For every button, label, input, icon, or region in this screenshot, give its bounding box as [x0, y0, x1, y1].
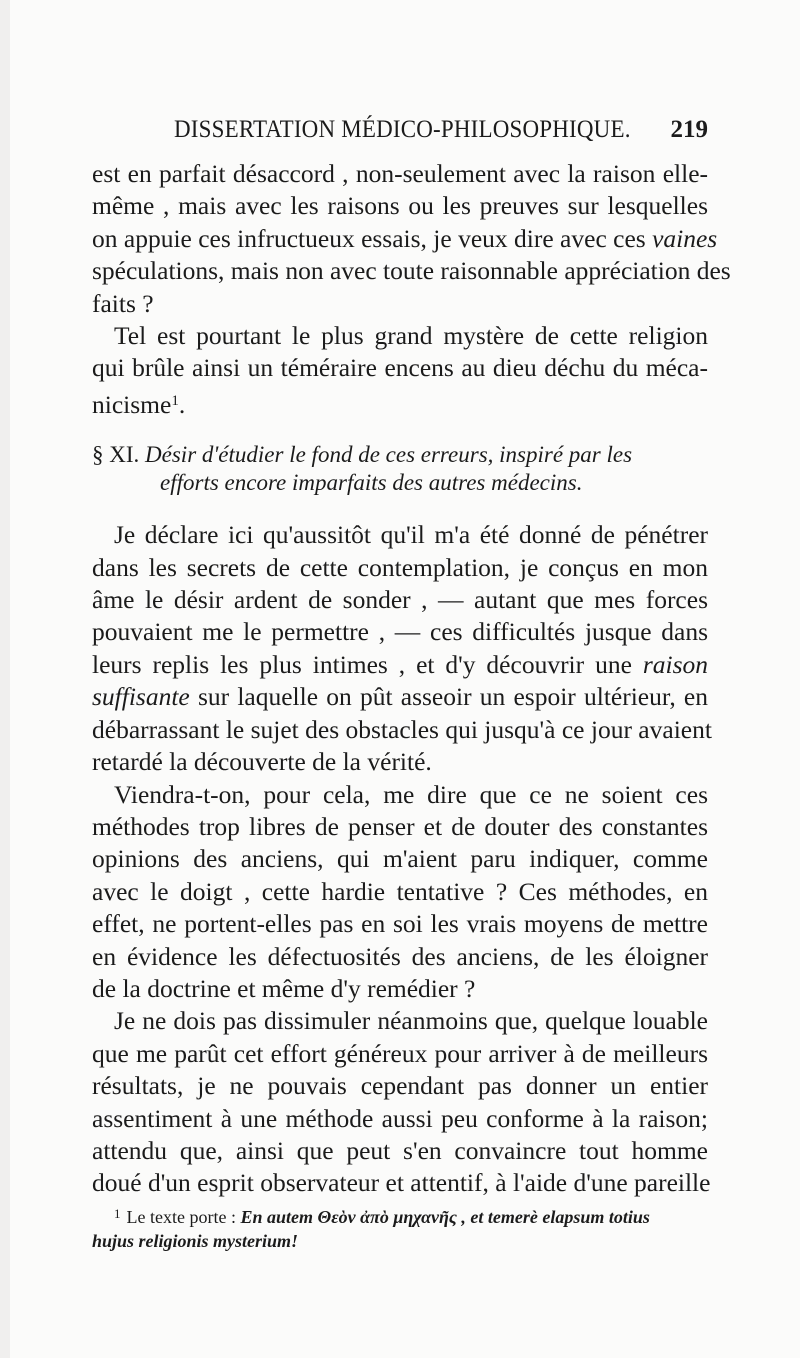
footnote-quote-2: hujus religionis mysterium!: [92, 1231, 299, 1251]
text-line: débarrassant le sujet des obstacles qui jusqu'à ce jour avaient: [92, 714, 712, 744]
section-number: § XI.: [92, 442, 140, 468]
text-line: effet, ne portent-elles pas en soi les vrais moyens de mettre: [92, 909, 708, 939]
text-line: avec le doigt , cette hardie tentative ? Ces méthodes, en: [92, 876, 708, 906]
page-body: [92, 158, 731, 1200]
paragraph-2: [92, 320, 708, 421]
page-number: 219: [670, 116, 708, 143]
footnote-line-1: [92, 1202, 708, 1229]
text-line: spéculations, mais non avec toute raisonnable appréciation des: [92, 256, 731, 286]
emphasis-raison: raison: [642, 649, 708, 679]
text-line: doué d'un esprit observateur et attentif, à l'aide d'une pareille: [92, 1168, 711, 1198]
text-fragment: nicisme: [92, 389, 172, 419]
text-line: méthodes trop libres de penser et de douter des constantes: [92, 811, 708, 841]
text-line: Viendra-t-on, pour cela, me dire que ce ne soient ces: [114, 779, 708, 809]
paragraph-4: [92, 779, 708, 1006]
text-line: de la doctrine et même d'y remédier ?: [92, 973, 476, 1003]
text-line: en évidence les défectuosités des anciens, de les éloigner: [92, 941, 708, 971]
running-title: DISSERTATION MÉDICO-PHILOSOPHIQUE.: [174, 116, 631, 143]
text-line: Je déclare ici qu'aussitôt qu'il m'a été donné de pénétrer: [114, 520, 708, 550]
footnote-reference[interactable]: 1: [171, 392, 179, 409]
footnote-prefix: Le texte porte :: [126, 1207, 236, 1227]
section-heading: [92, 441, 708, 497]
section-title-part-2: efforts encore imparfaits des autres médecins.: [160, 470, 583, 496]
text-line: est en parfait désaccord , non-seulement avec la raison elle-: [92, 159, 708, 188]
section-title-part-1: Désir d'étudier le fond de ces erreurs, inspiré par les: [145, 442, 633, 468]
text-line: même , mais avec les raisons ou les preuves sur lesquelles: [92, 191, 708, 221]
text-line: faits ?: [92, 288, 154, 318]
text-line: Je ne dois pas dissimuler néanmoins que, quelque louable: [114, 1006, 708, 1036]
text-line: on appuie ces infructueux essais, je veux dire avec ces vaines: [92, 223, 718, 253]
text-line: retardé la découverte de la vérité.: [92, 747, 432, 777]
page-header: [92, 110, 708, 146]
text-line: leurs replis les plus intimes , et d'y découvrir une raison: [92, 649, 708, 679]
text-line: que me parût cet effort généreux pour arriver à de meilleurs: [92, 1038, 708, 1068]
text-line: pouvaient me le permettre , — ces difficultés jusque dans: [92, 617, 708, 647]
footnote-mark: 1: [114, 1206, 121, 1221]
section-heading-line-1: [92, 441, 708, 469]
emphasis-suffisante: suffisante: [92, 682, 190, 712]
paragraph-5: [92, 1005, 711, 1199]
text-line: assentiment à une méthode aussi peu conforme à la raison;: [92, 1103, 708, 1133]
paragraph-1: [92, 158, 731, 320]
footnote: [92, 1202, 708, 1253]
text-line: âme le désir ardent de sonder , — autant que mes forces: [92, 585, 708, 615]
text-line: opinions des anciens, qui m'aient paru indiquer, comme: [92, 844, 708, 874]
text-line: Tel est pourtant le plus grand mystère de cette religion: [114, 321, 708, 351]
text-line: suffisante sur laquelle on pût asseoir un espoir ultérieur, en: [92, 682, 708, 712]
text-line: attendu que, ainsi que peut s'en convaincre tout homme: [92, 1135, 708, 1165]
text-line: dans les secrets de cette contemplation, je conçus en mon: [92, 552, 708, 582]
text-line: nicisme$^1$.: [92, 389, 186, 419]
text-line: résultats, je ne pouvais cependant pas donner un entier: [92, 1071, 708, 1101]
footnote-quote-1: En autem Θεὸν ἀπὸ μηχανῆς , et temerè elapsum totius: [240, 1207, 650, 1227]
paragraph-3: [92, 519, 712, 778]
text-line: qui brûle ainsi un téméraire encens au dieu déchu du méca-: [92, 353, 708, 383]
emphasis-vaines: vaines: [652, 223, 718, 253]
